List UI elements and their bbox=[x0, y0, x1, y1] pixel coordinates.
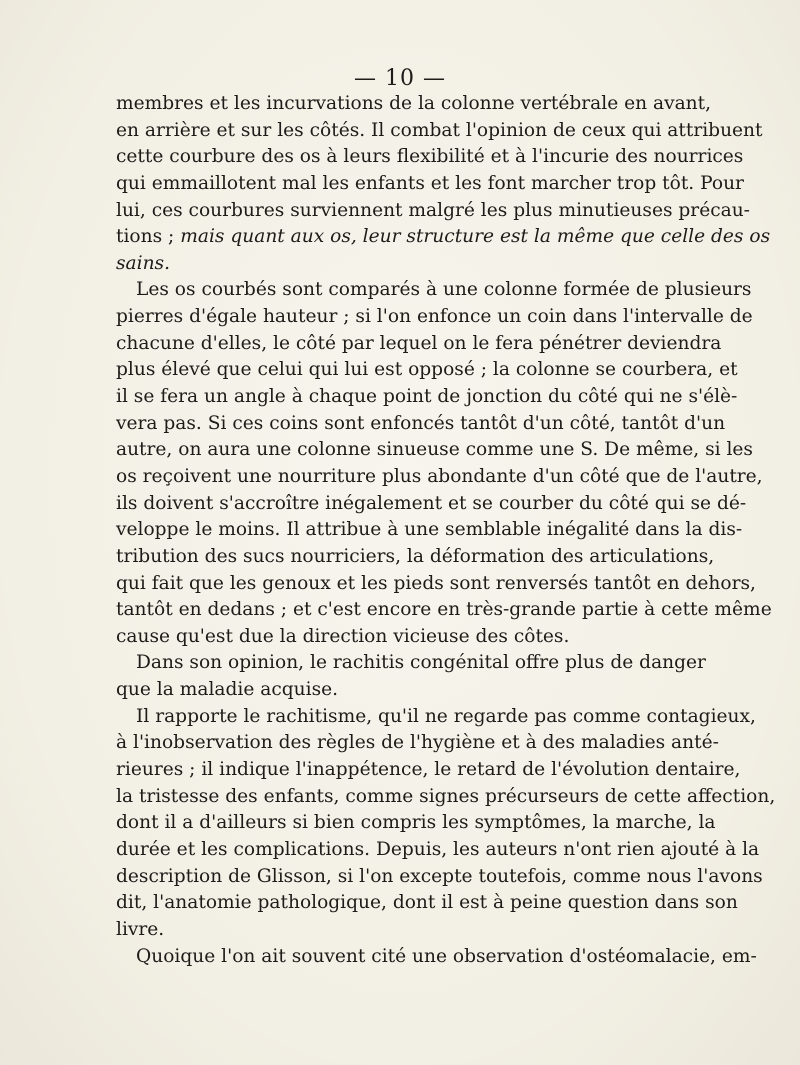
text-line-27: la tristesse des enfants, comme signes précurseurs de cette affection, bbox=[116, 785, 776, 807]
text-line-24: Il rapporte le rachitisme, qu'il ne regarde pas comme contagieux, bbox=[136, 705, 756, 727]
text-line-30: description de Glisson, si l'on excepte toutefois, comme nous l'avons bbox=[116, 865, 763, 887]
text-line-1: membres et les incurvations de la colonne vertébrale en avant, bbox=[116, 93, 712, 114]
text-line-26: rieures ; il indique l'inappétence, le retard de l'évolution dentaire, bbox=[116, 759, 741, 781]
text-line-5: lui, ces courbures surviennent malgré les plus minutieuses précau- bbox=[116, 199, 750, 221]
text-line-11: plus élevé que celui qui lui est opposé ; la colonne se courbera, et bbox=[116, 359, 738, 381]
text-line-6 bbox=[116, 224, 771, 251]
text-line-22: Dans son opinion, le rachitis congénital offre plus de danger bbox=[136, 652, 706, 674]
text-line-19: qui fait que les genoux et les pieds sont renversés tantôt en dehors, bbox=[116, 572, 756, 594]
text-line-28: dont il a d'ailleurs si bien compris les symptômes, la marche, la bbox=[116, 812, 716, 834]
text-line-13: vera pas. Si ces coins sont enfoncés tantôt d'un côté, tantôt d'un bbox=[116, 412, 726, 434]
text-line-16: ils doivent s'accroître inégalement et se courber du côté qui se dé- bbox=[116, 492, 747, 514]
text-line-29: durée et les complications. Depuis, les auteurs n'ont rien ajouté à la bbox=[116, 838, 760, 860]
text-line-14: autre, on aura une colonne sinueuse comme une S. De même, si les bbox=[116, 439, 753, 461]
text-line-25: à l'inobservation des règles de l'hygiène et à des maladies anté- bbox=[116, 732, 719, 754]
text-line-15: os reçoivent une nourriture plus abondante d'un côté que de l'autre, bbox=[116, 465, 763, 487]
text-line-31: dit, l'anatomie pathologique, dont il est à peine question dans son bbox=[116, 892, 738, 914]
text-line-6-start: tions ; bbox=[116, 226, 175, 248]
text-line-7: sains. bbox=[116, 252, 171, 274]
text-line-18: tribution des sucs nourriciers, la déformation des articulations, bbox=[116, 545, 715, 567]
text-line-23: que la maladie acquise. bbox=[116, 679, 339, 701]
text-line-21: cause qu'est due la direction vicieuse des côtes. bbox=[116, 625, 570, 647]
text-line-17: veloppe le moins. Il attribue à une semblable inégalité dans la dis- bbox=[116, 519, 743, 541]
page-number: — 10 — bbox=[354, 66, 446, 91]
body-text bbox=[116, 91, 776, 970]
text-line-2: en arrière et sur les côtés. Il combat l'opinion de ceux qui attribuent bbox=[116, 119, 763, 141]
italic-quote: mais quant aux os, leur structure est la même que celle des os bbox=[180, 226, 771, 248]
text-line-10: chacune d'elles, le côté par lequel on le fera pénétrer deviendra bbox=[116, 332, 722, 354]
text-line-32: livre. bbox=[116, 918, 165, 940]
text-line-3: cette courbure des os à leurs flexibilité et à l'incurie des nourrices bbox=[116, 146, 744, 168]
text-line-4: qui emmaillotent mal les enfants et les font marcher trop tôt. Pour bbox=[116, 172, 744, 194]
text-line-9: pierres d'égale hauteur ; si l'on enfonce un coin dans l'intervalle de bbox=[116, 306, 753, 328]
text-line-20: tantôt en dedans ; et c'est encore en très-grande partie à cette même bbox=[116, 599, 772, 621]
text-line-12: il se fera un angle à chaque point de jonction du côté qui ne s'élè- bbox=[116, 386, 738, 408]
text-line-8: Les os courbés sont comparés à une colonne formée de plusieurs bbox=[136, 279, 752, 301]
text-line-33: Quoique l'on ait souvent cité une observation d'ostéomalacie, em- bbox=[136, 945, 757, 967]
